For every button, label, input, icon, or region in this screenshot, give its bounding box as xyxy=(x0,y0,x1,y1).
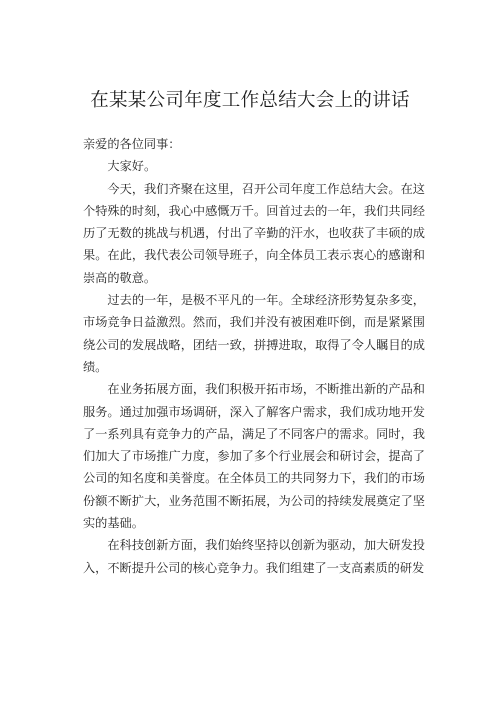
paragraph-business: 在业务拓展方面，我们积极开拓市场，不断推出新的产品和服务。通过加强市场调研，深入了解客户需求，我们成功地开发了一系列具有竞争力的产品，满足了不同客户的需求。同时，我们加大了市场推广力度，参加了多个行业展会和研讨会，提高了公司的知名度和美誉度。在全体员工的共同努力下，我们的市场份额不断扩大，业务范围不断拓展，为公司的持续发展奠定了坚实的基础。 xyxy=(83,382,425,531)
paragraph-review: 过去的一年，是极不平凡的一年。全球经济形势复杂多变，市场竞争日益激烈。然而，我们并没有被困难吓倒，而是紧紧围绕公司的发展战略，团结一致，拼搏进取，取得了令人瞩目的成绩。 xyxy=(83,293,425,374)
paragraph-innovation: 在科技创新方面，我们始终坚持以创新为驱动，加大研发投入，不断提升公司的核心竞争力。我们组建了一支高素质的研发 xyxy=(83,538,425,575)
paragraph-greeting: 大家好。 xyxy=(107,159,157,174)
document-title: 在某某公司年度工作总结大会上的讲话 xyxy=(90,90,410,111)
salutation: 亲爱的各位同事： xyxy=(83,137,181,151)
document-body xyxy=(83,133,425,579)
paragraph-opening: 今天，我们齐聚在这里，召开公司年度工作总结大会。在这个特殊的时刻，我心中感慨万千。回首过去的一年，我们共同经历了无数的挑战与机遇，付出了辛勤的汗水，也收获了丰硕的成果。在此，我代表公司领导班子，向全体员工表示衷心的感谢和崇高的敬意。 xyxy=(83,181,425,285)
